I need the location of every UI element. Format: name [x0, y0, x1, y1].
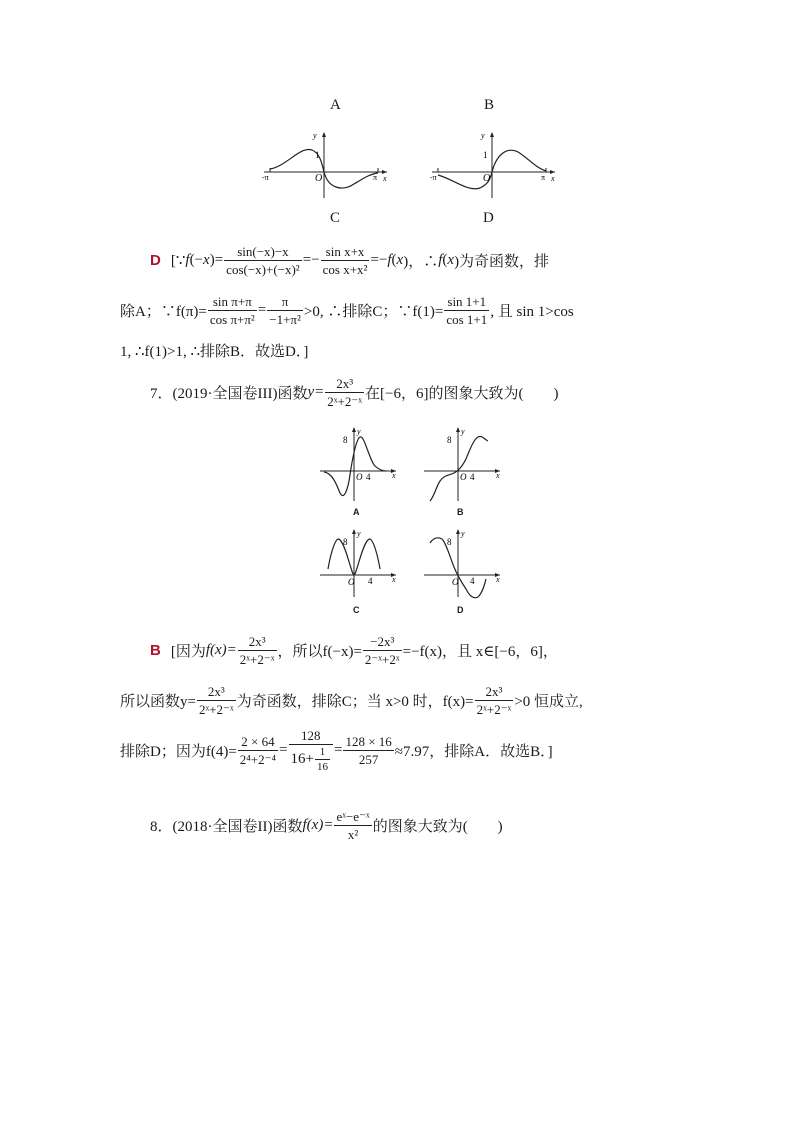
fig6-graph-d [430, 128, 560, 200]
fig6c-negpi: -π [262, 173, 269, 182]
fig6d-pi: π [541, 173, 546, 182]
fig6-label-c: C [330, 210, 341, 226]
fig6-label-d: D [483, 210, 494, 226]
fig7-graph-c [318, 527, 400, 602]
fig7c-ytick: 8 [343, 537, 348, 547]
fig7a-x: x [392, 471, 396, 480]
fig6d-x: x [551, 174, 555, 183]
q7-frac: $\frac{\text{2x³}}{\text{2ˣ+2⁻ˣ}}$ [327, 375, 362, 409]
fig7-label-d: D [457, 605, 464, 615]
fig7-label-c: C [353, 605, 360, 615]
fig6d-y: y [481, 131, 485, 140]
fig6-graph-c [262, 128, 392, 200]
fig7d-xtick: 4 [470, 576, 475, 586]
fig7b-xtick: 4 [470, 472, 475, 482]
fig7b-x: x [496, 471, 500, 480]
fig6-label-b: B [484, 97, 495, 113]
q8-frac: $\frac{\text{eˣ−e⁻ˣ}}{\text{x²}}$ [336, 808, 370, 842]
q6-solution-line3: 1, ∴f(1)>1, ∴排除B．故选D．] [120, 343, 309, 360]
q6-frac1: $\frac{\sin(-x)-x}{\text{cos(−x)+(−x)²}}$ [226, 243, 300, 277]
fig7-label-b: B [457, 507, 464, 517]
q6-frac3: $\frac{\text{sin π+π}}{\text{cos π+π²}}$ [209, 293, 255, 327]
fig7c-x: x [392, 575, 396, 584]
fig7a-ytick: 8 [343, 435, 348, 445]
fig7c-xtick: 4 [368, 576, 373, 586]
fig7d-x: x [496, 575, 500, 584]
fig7-label-a: A [353, 507, 360, 517]
fig7a-origin: O [356, 472, 363, 482]
q6-frac4: $\frac{\pi}{\text{−1+π²}}$ [269, 293, 301, 327]
q8-stem: 8． (2018·全国卷II)函数 f(x)= $\frac{\text{eˣ−e⁻ˣ}}{\text{x²}}$ 的图象大致为( ) [150, 808, 503, 842]
fig7-graph-d [422, 527, 504, 602]
fig6d-negpi: -π [430, 173, 437, 182]
fig7d-ytick: 8 [447, 537, 452, 547]
fig6c-x: x [383, 174, 387, 183]
q6-answer: D [150, 251, 161, 269]
fig6c-ytick: 1 [315, 150, 320, 160]
fig7d-y: y [461, 529, 465, 538]
fig6-label-a: A [330, 97, 341, 113]
fig7c-y: y [357, 529, 361, 538]
fig6c-origin: O [315, 173, 323, 184]
fig7-graph-a [318, 425, 400, 505]
fig7b-y: y [461, 427, 465, 436]
q6-solution-line2: 除A；∵f(π)= $\frac{\text{sin π+π}}{\text{cos π+π²}}$ = $\frac{\pi}{\text{−1+π²}}$ >0, ∴排除C；∵f(1)= $\frac{\sin 1+1}{\cos 1+1}$ , 且 sin 1>cos [120, 293, 574, 327]
q6-solution-line1: D [∵ f (− x )= $\frac{\sin(-x)-x}{\text{cos(−x)+(−x)²}}$ =− $\frac{\text{sin x+x}}{\text{cos x+x²}}$ =− f ( x )，∴ f ( x )为奇函数，排 [150, 243, 550, 277]
fig6d-origin: O [483, 173, 491, 184]
q7-solution-line1: B [因为 f(x)= $\frac{\text{2x³}}{\text{2ˣ+2⁻ˣ}}$ ，所以f(−x)= $\frac{\text{−2x³}}{\text{2⁻ˣ+2ˣ}}$ =−f(x)，且 x∈[−6，6]， [150, 633, 558, 667]
q7-answer: B [150, 641, 161, 659]
fig6c-pi: π [373, 173, 378, 182]
fig6c-y: y [313, 131, 317, 140]
fig7d-origin: O [452, 577, 459, 587]
q6-frac5: $\frac{\sin 1+1}{\cos 1+1}$ [446, 293, 488, 327]
fig7a-xtick: 4 [366, 472, 371, 482]
fig7c-origin: O [348, 577, 355, 587]
fig7a-y: y [357, 427, 361, 436]
fig7b-origin: O [460, 472, 467, 482]
q7-solution-line3: 排除D；因为f(4)= $\frac{2 \times 64}{\text{2⁴+2⁻⁴}}$ = 128 16+ $\frac{1}{16}$ = $\frac{128 \times 16}{257}$ ≈7.97，排除A．故选B．] [120, 727, 553, 773]
q6-frac2: $\frac{\text{sin x+x}}{\text{cos x+x²}}$ [322, 243, 368, 277]
fig6d-ytick: 1 [483, 150, 488, 160]
q7-stem: 7． (2019·全国卷III)函数 y= $\frac{\text{2x³}}{\text{2ˣ+2⁻ˣ}}$ 在[−6，6]的图象大致为( ) [150, 375, 559, 409]
fig7-graph-b [422, 425, 504, 505]
q7-solution-line2: 所以函数y= $\frac{\text{2x³}}{\text{2ˣ+2⁻ˣ}}$ 为奇函数，排除C；当 x>0 时，f(x)= $\frac{\text{2x³}}{\text{2ˣ+2⁻ˣ}}$ >0 恒成立, [120, 683, 583, 717]
fig7b-ytick: 8 [447, 435, 452, 445]
